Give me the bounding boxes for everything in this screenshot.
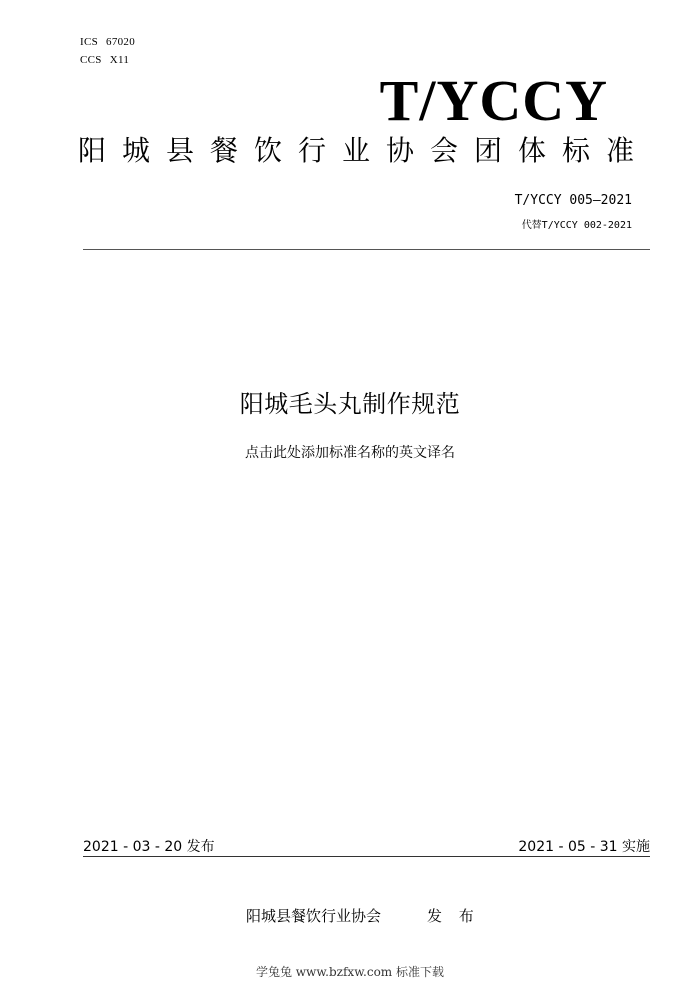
publisher-name: 阳城县餐饮行业协会 — [246, 907, 382, 925]
publisher-action: 发 布 — [427, 907, 480, 925]
header-divider — [83, 249, 650, 250]
ics-value: 67020 — [106, 36, 136, 48]
ics-label: ICS — [80, 36, 99, 48]
ccs-label: CCS — [80, 54, 102, 66]
document-title: 阳城毛头丸制作规范 — [239, 390, 461, 418]
replaces-standard: 代替T/YCCY 002-2021 — [521, 220, 632, 231]
english-title-placeholder[interactable]: 点击此处添加标准名称的英文译名 — [245, 445, 455, 461]
ccs-value: X11 — [109, 54, 130, 66]
download-watermark: 学兔兔 www.bzfxw.com 标准下载 — [255, 965, 445, 979]
footer-divider — [83, 856, 650, 857]
ics-code — [80, 36, 135, 48]
standard-number: T/YCCY 005—2021 — [514, 193, 632, 208]
standard-logo: T/YCCY — [379, 68, 608, 133]
publish-date: 2021 - 03 - 20 发布 — [83, 839, 215, 855]
implementation-date: 2021 - 05 - 31 实施 — [518, 839, 650, 855]
organization-standard-title: 阳城县餐饮行业协会团体标准 — [78, 134, 651, 167]
ccs-code — [80, 54, 129, 66]
